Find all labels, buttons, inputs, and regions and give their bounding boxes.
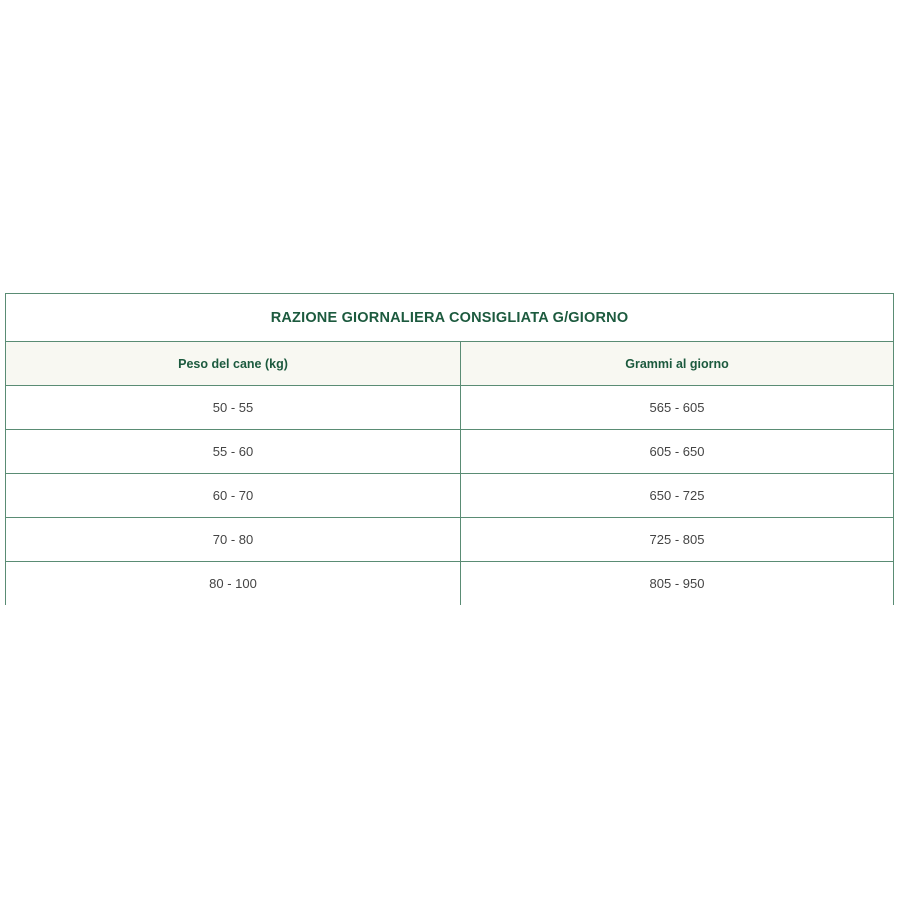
table-title-row [6,294,894,342]
table-row [6,562,894,606]
column-header-grams: Grammi al giorno [461,342,894,386]
weight-cell: 60 - 70 [6,474,461,518]
grams-cell: 605 - 650 [461,430,894,474]
grams-cell: 805 - 950 [461,562,894,606]
weight-cell: 55 - 60 [6,430,461,474]
table-row [6,386,894,430]
grams-cell: 565 - 605 [461,386,894,430]
daily-ration-table [5,293,894,605]
table-row [6,474,894,518]
column-header-weight: Peso del cane (kg) [6,342,461,386]
weight-cell: 80 - 100 [6,562,461,606]
table-header-row [6,342,894,386]
weight-cell: 70 - 80 [6,518,461,562]
grams-cell: 650 - 725 [461,474,894,518]
table-row [6,430,894,474]
table-row [6,518,894,562]
table-title: RAZIONE GIORNALIERA CONSIGLIATA G/GIORNO [6,294,894,342]
grams-cell: 725 - 805 [461,518,894,562]
weight-cell: 50 - 55 [6,386,461,430]
